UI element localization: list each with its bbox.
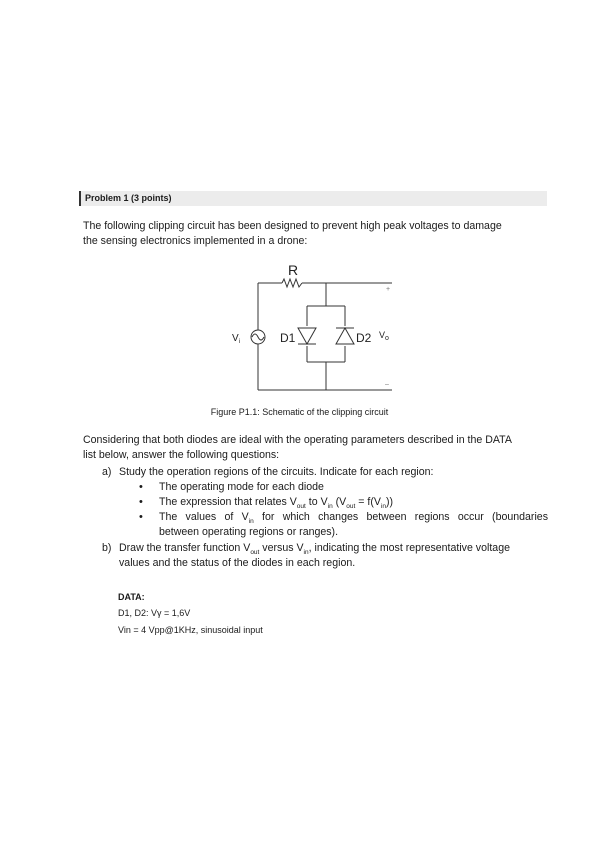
question-a-label: a) <box>102 466 112 478</box>
question-b <box>102 541 548 571</box>
bullet-operating-mode: • The operating mode for each diode <box>139 480 548 495</box>
vout-label: $V_o$ <box>379 330 389 342</box>
diode-d1-symbol <box>298 328 316 344</box>
plus-terminal: + <box>386 286 391 293</box>
diode-d2-symbol <box>336 328 354 344</box>
minus-terminal: – <box>385 381 389 388</box>
d2-label: D2 <box>356 331 372 345</box>
body-line-2: list below, answer the following questions: <box>83 449 280 461</box>
intro-line-1: The following clipping circuit has been designed to prevent high peak voltages to damage <box>83 220 502 232</box>
resistor-label: R <box>287 262 299 278</box>
resistor-symbol <box>282 279 302 287</box>
question-a-text: Study the operation regions of the circuits. Indicate for each region: <box>119 466 434 478</box>
data-line-1: D1, D2: Vγ = 1,6V <box>118 608 191 618</box>
question-b-line-1: Draw the transfer function $V_{out}$ versus $V_{in}$, indicating the most representative voltage <box>119 542 510 557</box>
question-b-label: b) <box>102 542 112 554</box>
d1-label: D1 <box>280 331 296 345</box>
data-line-2: Vin = 4 Vpp@1KHz, sinusoidal input <box>118 625 263 635</box>
body-line-1: Considering that both diodes are ideal with the operating parameters described in the DATA <box>83 434 512 446</box>
question-a-bullets <box>139 480 548 540</box>
figure-caption: Figure P1.1: Schematic of the clipping circuit <box>210 407 389 417</box>
question-b-line-2: values and the status of the diodes in each region. <box>119 557 356 569</box>
problem-title: Problem 1 (3 points) <box>85 193 172 203</box>
bullet-expression: • The expression that relates $V_{out}$ to $V_{in}$ $(V_{out} = f(V_{in}))$ <box>139 495 548 510</box>
question-a <box>102 465 548 545</box>
bullet-boundaries: • The values of $V_{in}$ for which changes between regions occur (boundaries between operating regions or ranges). <box>139 510 548 540</box>
source-label: $V_i$ <box>232 333 241 345</box>
data-title: DATA: <box>118 592 145 602</box>
intro-line-2: the sensing electronics implemented in a drone: <box>83 235 308 247</box>
body-paragraph <box>83 433 545 463</box>
sine-wave-icon <box>252 334 264 340</box>
